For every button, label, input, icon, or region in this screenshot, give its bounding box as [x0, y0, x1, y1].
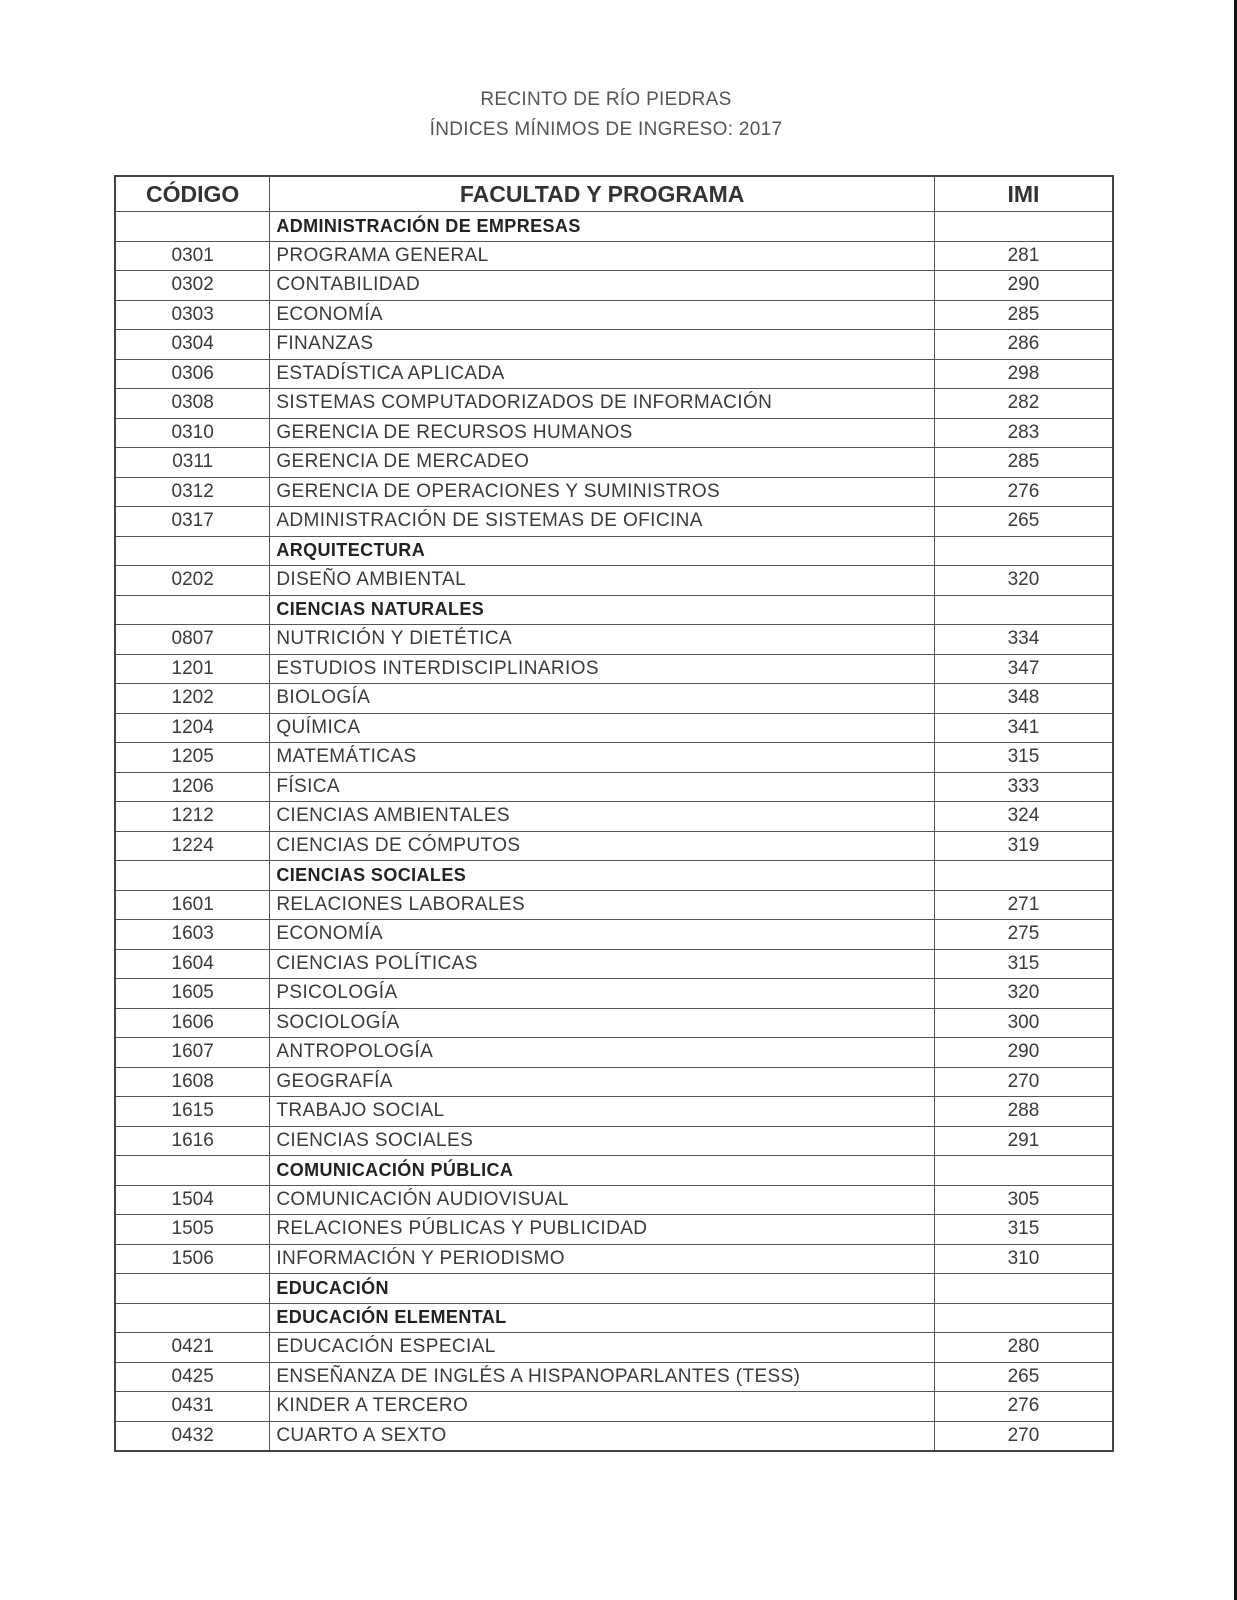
cell-code: 0807 — [115, 625, 270, 655]
cell-program: ESTADÍSTICA APLICADA — [270, 359, 935, 389]
table-row — [115, 1215, 1113, 1245]
cell-program: MATEMÁTICAS — [270, 743, 935, 773]
cell-imi: 285 — [934, 448, 1113, 478]
cell-code: 0432 — [115, 1421, 270, 1451]
table-row — [115, 389, 1113, 419]
table-row — [115, 241, 1113, 271]
table-row — [115, 713, 1113, 743]
cell-program: PROGRAMA GENERAL — [270, 241, 935, 271]
cell-program: CIENCIAS NATURALES — [270, 595, 935, 625]
cell-program: NUTRICIÓN Y DIETÉTICA — [270, 625, 935, 655]
cell-imi: 315 — [934, 949, 1113, 979]
cell-code: 1206 — [115, 772, 270, 802]
cell-imi: 283 — [934, 418, 1113, 448]
cell-program: ADMINISTRACIÓN DE SISTEMAS DE OFICINA — [270, 507, 935, 537]
cell-imi: 288 — [934, 1097, 1113, 1127]
cell-imi: 265 — [934, 1362, 1113, 1392]
cell-imi: 270 — [934, 1421, 1113, 1451]
table-row — [115, 300, 1113, 330]
cell-code: 1605 — [115, 979, 270, 1009]
cell-imi — [934, 861, 1113, 891]
cell-code — [115, 861, 270, 891]
section-row — [115, 212, 1113, 242]
cell-code: 1224 — [115, 831, 270, 861]
cell-program: ENSEÑANZA DE INGLÉS A HISPANOPARLANTES (TESS) — [270, 1362, 935, 1392]
column-header-code: CÓDIGO — [115, 176, 270, 212]
cell-imi: 320 — [934, 566, 1113, 596]
cell-program: CUARTO A SEXTO — [270, 1421, 935, 1451]
column-header-program: FACULTAD Y PROGRAMA — [270, 176, 935, 212]
cell-imi: 310 — [934, 1244, 1113, 1274]
table-row — [115, 831, 1113, 861]
cell-code — [115, 1274, 270, 1304]
cell-code: 1601 — [115, 890, 270, 920]
cell-program: GEOGRAFÍA — [270, 1067, 935, 1097]
table-row — [115, 772, 1113, 802]
cell-program: RELACIONES PÚBLICAS Y PUBLICIDAD — [270, 1215, 935, 1245]
cell-imi — [934, 595, 1113, 625]
cell-code: 1615 — [115, 1097, 270, 1127]
cell-code: 0202 — [115, 566, 270, 596]
cell-program: SOCIOLOGÍA — [270, 1008, 935, 1038]
cell-program: BIOLOGÍA — [270, 684, 935, 714]
table-row — [115, 802, 1113, 832]
section-row — [115, 1303, 1113, 1333]
cell-code — [115, 1156, 270, 1186]
cell-program: RELACIONES LABORALES — [270, 890, 935, 920]
table-row — [115, 979, 1113, 1009]
cell-code: 0312 — [115, 477, 270, 507]
table-row — [115, 1392, 1113, 1422]
cell-program: ANTROPOLOGÍA — [270, 1038, 935, 1068]
cell-code: 1616 — [115, 1126, 270, 1156]
cell-code — [115, 212, 270, 242]
cell-program: CIENCIAS DE CÓMPUTOS — [270, 831, 935, 861]
cell-program: PSICOLOGÍA — [270, 979, 935, 1009]
table-row — [115, 1097, 1113, 1127]
table-row — [115, 418, 1113, 448]
cell-code: 0431 — [115, 1392, 270, 1422]
table-row — [115, 1067, 1113, 1097]
table-row — [115, 1421, 1113, 1451]
table-row — [115, 1333, 1113, 1363]
section-row — [115, 595, 1113, 625]
cell-code: 1202 — [115, 684, 270, 714]
cell-program: EDUCACIÓN ESPECIAL — [270, 1333, 935, 1363]
cell-imi: 291 — [934, 1126, 1113, 1156]
cell-code: 1506 — [115, 1244, 270, 1274]
cell-code: 0317 — [115, 507, 270, 537]
cell-program: CIENCIAS SOCIALES — [270, 861, 935, 891]
table-row — [115, 684, 1113, 714]
cell-code: 1606 — [115, 1008, 270, 1038]
cell-code — [115, 595, 270, 625]
cell-program: GERENCIA DE RECURSOS HUMANOS — [270, 418, 935, 448]
cell-imi: 315 — [934, 1215, 1113, 1245]
cell-imi: 334 — [934, 625, 1113, 655]
table-row — [115, 625, 1113, 655]
table-row — [115, 949, 1113, 979]
cell-program: CIENCIAS POLÍTICAS — [270, 949, 935, 979]
cell-code: 1204 — [115, 713, 270, 743]
table-row — [115, 1244, 1113, 1274]
cell-code: 1505 — [115, 1215, 270, 1245]
cell-code: 1604 — [115, 949, 270, 979]
cell-code: 0311 — [115, 448, 270, 478]
section-row — [115, 1274, 1113, 1304]
table-row — [115, 507, 1113, 537]
cell-code: 0421 — [115, 1333, 270, 1363]
cell-code — [115, 536, 270, 566]
cell-imi: 320 — [934, 979, 1113, 1009]
cell-imi — [934, 1156, 1113, 1186]
cell-imi: 275 — [934, 920, 1113, 950]
table-row — [115, 1008, 1113, 1038]
cell-program: FINANZAS — [270, 330, 935, 360]
cell-imi: 315 — [934, 743, 1113, 773]
table-row — [115, 1038, 1113, 1068]
table-row — [115, 920, 1113, 950]
cell-imi — [934, 536, 1113, 566]
cell-program: CIENCIAS SOCIALES — [270, 1126, 935, 1156]
cell-code: 1504 — [115, 1185, 270, 1215]
cell-code: 0301 — [115, 241, 270, 271]
document-title: ÍNDICES MÍNIMOS DE INGRESO: 2017 — [429, 119, 783, 140]
cell-imi — [934, 1303, 1113, 1333]
table-row — [115, 1362, 1113, 1392]
table-row — [115, 477, 1113, 507]
cell-imi: 341 — [934, 713, 1113, 743]
cell-imi: 324 — [934, 802, 1113, 832]
cell-program: TRABAJO SOCIAL — [270, 1097, 935, 1127]
cell-code: 1201 — [115, 654, 270, 684]
cell-program: ESTUDIOS INTERDISCIPLINARIOS — [270, 654, 935, 684]
cell-imi: 300 — [934, 1008, 1113, 1038]
table-header-row — [115, 176, 1113, 212]
cell-imi: 280 — [934, 1333, 1113, 1363]
table-row — [115, 1185, 1113, 1215]
table-row — [115, 566, 1113, 596]
cell-program: INFORMACIÓN Y PERIODISMO — [270, 1244, 935, 1274]
cell-program: ECONOMÍA — [270, 920, 935, 950]
table-row — [115, 359, 1113, 389]
cell-imi — [934, 212, 1113, 242]
cell-program: EDUCACIÓN ELEMENTAL — [270, 1303, 935, 1333]
cell-program: KINDER A TERCERO — [270, 1392, 935, 1422]
section-row — [115, 536, 1113, 566]
admission-index-table — [114, 175, 1114, 1452]
table-body — [115, 212, 1113, 1452]
cell-program: SISTEMAS COMPUTADORIZADOS DE INFORMACIÓN — [270, 389, 935, 419]
cell-imi: 285 — [934, 300, 1113, 330]
cell-imi: 290 — [934, 1038, 1113, 1068]
cell-imi — [934, 1274, 1113, 1304]
cell-imi: 290 — [934, 271, 1113, 301]
cell-program: ARQUITECTURA — [270, 536, 935, 566]
cell-imi: 286 — [934, 330, 1113, 360]
cell-code: 1212 — [115, 802, 270, 832]
cell-code: 0310 — [115, 418, 270, 448]
cell-code: 1603 — [115, 920, 270, 950]
cell-program: EDUCACIÓN — [270, 1274, 935, 1304]
table-row — [115, 448, 1113, 478]
column-header-imi: IMI — [934, 176, 1113, 212]
table-row — [115, 330, 1113, 360]
cell-imi: 347 — [934, 654, 1113, 684]
campus-title: RECINTO DE RÍO PIEDRAS — [480, 89, 732, 110]
cell-program: FÍSICA — [270, 772, 935, 802]
table-row — [115, 654, 1113, 684]
cell-imi: 348 — [934, 684, 1113, 714]
cell-program: COMUNICACIÓN AUDIOVISUAL — [270, 1185, 935, 1215]
cell-imi: 281 — [934, 241, 1113, 271]
cell-imi: 265 — [934, 507, 1113, 537]
cell-program: ADMINISTRACIÓN DE EMPRESAS — [270, 212, 935, 242]
table-row — [115, 271, 1113, 301]
cell-program: ECONOMÍA — [270, 300, 935, 330]
cell-program: GERENCIA DE MERCADEO — [270, 448, 935, 478]
cell-program: COMUNICACIÓN PÚBLICA — [270, 1156, 935, 1186]
section-row — [115, 1156, 1113, 1186]
cell-code: 0306 — [115, 359, 270, 389]
table-row — [115, 1126, 1113, 1156]
cell-imi: 298 — [934, 359, 1113, 389]
cell-code: 0302 — [115, 271, 270, 301]
cell-program: DISEÑO AMBIENTAL — [270, 566, 935, 596]
table-row — [115, 743, 1113, 773]
cell-program: QUÍMICA — [270, 713, 935, 743]
cell-code: 1607 — [115, 1038, 270, 1068]
cell-program: CONTABILIDAD — [270, 271, 935, 301]
cell-code: 0304 — [115, 330, 270, 360]
cell-imi: 276 — [934, 1392, 1113, 1422]
cell-code: 1205 — [115, 743, 270, 773]
cell-imi: 271 — [934, 890, 1113, 920]
cell-program: CIENCIAS AMBIENTALES — [270, 802, 935, 832]
section-row — [115, 861, 1113, 891]
cell-code: 0303 — [115, 300, 270, 330]
cell-imi: 282 — [934, 389, 1113, 419]
cell-imi: 319 — [934, 831, 1113, 861]
table-row — [115, 890, 1113, 920]
cell-code: 0425 — [115, 1362, 270, 1392]
cell-program: GERENCIA DE OPERACIONES Y SUMINISTROS — [270, 477, 935, 507]
cell-imi: 276 — [934, 477, 1113, 507]
cell-imi: 333 — [934, 772, 1113, 802]
cell-code — [115, 1303, 270, 1333]
cell-imi: 305 — [934, 1185, 1113, 1215]
cell-imi: 270 — [934, 1067, 1113, 1097]
cell-code: 1608 — [115, 1067, 270, 1097]
cell-code: 0308 — [115, 389, 270, 419]
